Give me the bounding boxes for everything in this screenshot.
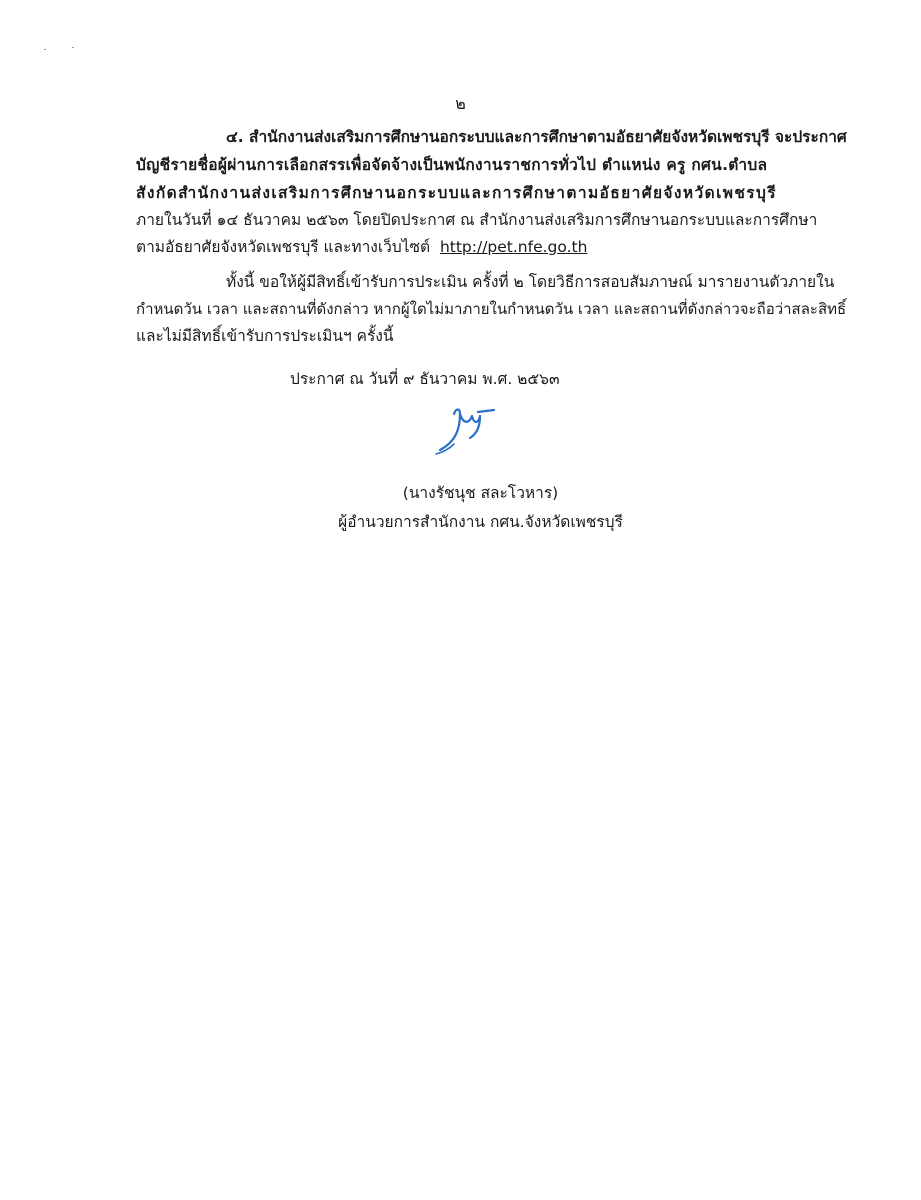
paragraph-4-line-1: ๔. สำนักงานส่งเสริมการศึกษานอกระบบและการศึกษาตามอัธยาศัยจังหวัดเพชรบุรี จะประกาศ <box>226 128 847 146</box>
website-link[interactable]: http://pet.nfe.go.th <box>439 238 588 256</box>
signer-name: (นางรัชนุช สละโวหาร) <box>402 484 559 502</box>
notice-line-1: ทั้งนี้ ขอให้ผู้มีสิทธิ์เข้ารับการประเมิน ครั้งที่ ๒ โดยวิธีการสอบสัมภาษณ์ มารายงานตัวภายใน <box>226 273 835 291</box>
scan-speck <box>44 49 46 50</box>
paragraph-4-line-4: ภายในวันที่ ๑๔ ธันวาคม ๒๕๖๓ โดยปิดประกาศ ณ สำนักงานส่งเสริมการศึกษานอกระบบและการศึกษา <box>136 211 818 229</box>
paragraph-4-line-5-text: ตามอัธยาศัยจังหวัดเพชรบุรี และทางเว็บไซต์ <box>136 238 431 256</box>
notice-line-2: กำหนดวัน เวลา และสถานที่ดังกล่าว หากผู้ใดไม่มาภายในกำหนดวัน เวลา และสถานที่ดังกล่าวจะถือว่าสละสิทธิ์ <box>136 300 847 318</box>
paragraph-4-line-2: บัญชีรายชื่อผู้ผ่านการเลือกสรรเพื่อจัดจ้างเป็นพนักงานราชการทั่วไป ตำแหน่ง ครู กศน.ตำบล <box>136 156 768 174</box>
signer-title: ผู้อำนวยการสำนักงาน กศน.จังหวัดเพชรบุรี <box>338 513 623 531</box>
notice-line-3: และไม่มีสิทธิ์เข้ารับการประเมินฯ ครั้งนี้ <box>136 327 394 345</box>
paragraph-4-line-3: สังกัดสำนักงานส่งเสริมการศึกษานอกระบบและการศึกษาตามอัธยาศัยจังหวัดเพชรบุรี <box>136 184 777 202</box>
page-number: ๒ <box>455 94 466 113</box>
paragraph-4-line-5 <box>136 236 816 258</box>
announcement-date: ประกาศ ณ วันที่ ๙ ธันวาคม พ.ศ. ๒๕๖๓ <box>290 370 560 388</box>
scan-speck <box>72 47 74 48</box>
signature-image <box>430 400 510 460</box>
